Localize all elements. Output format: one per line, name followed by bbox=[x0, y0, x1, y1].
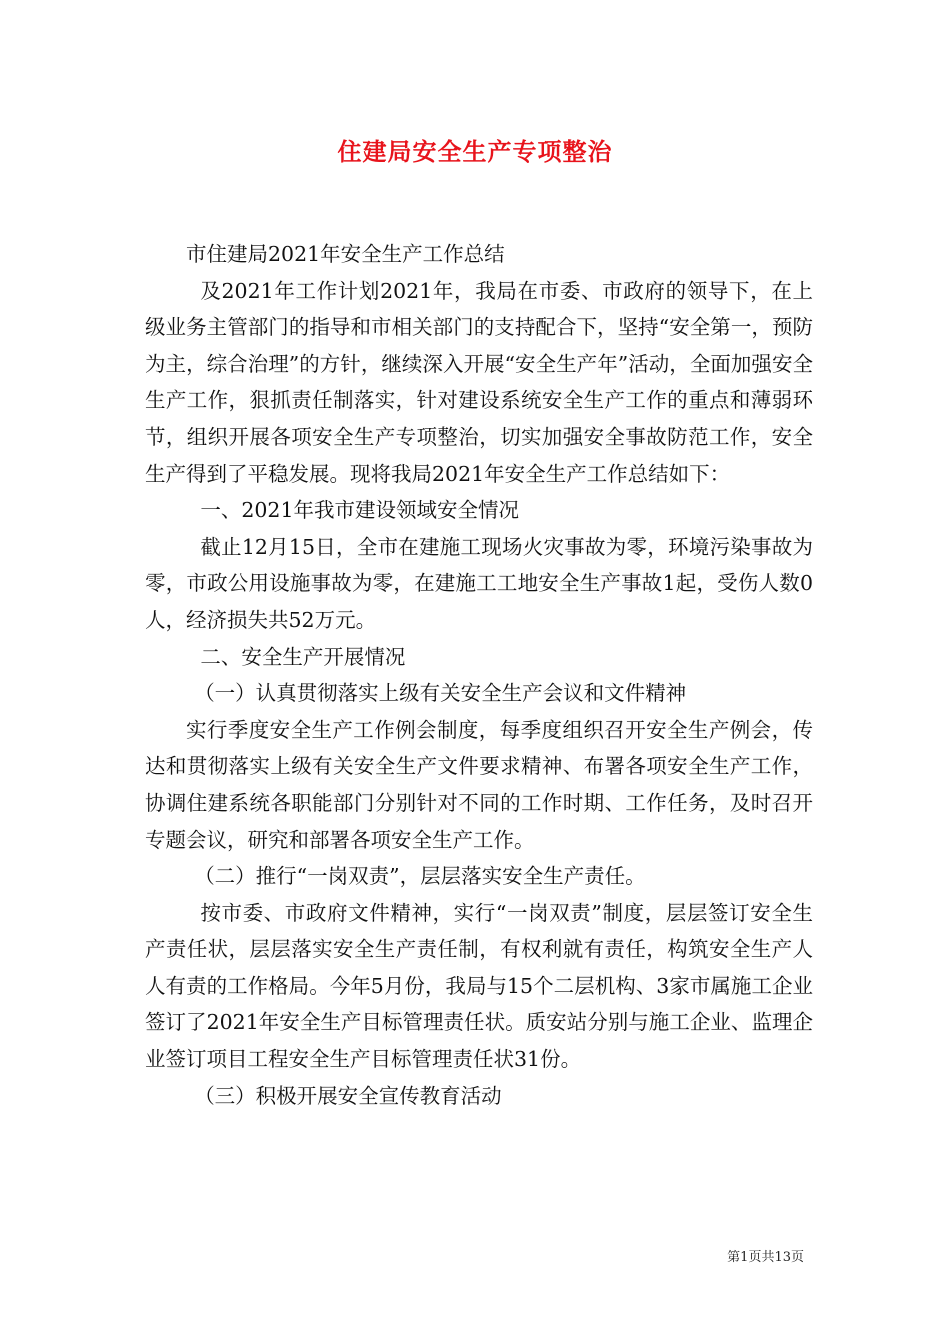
section-heading-2: 二、安全生产开展情况 bbox=[200, 644, 406, 669]
paragraph-accident-stats: 截止12月15日，全市在建施工现场火灾事故为零，环境污染事故为零，市政公用设施事故为零，在建施工工地安全生产事故1起，受伤人数0人，经济损失共52万元。 bbox=[145, 534, 813, 632]
subsection-heading-2: （二）推行“一岗双责”，层层落实安全生产责任。 bbox=[194, 864, 646, 889]
paragraph-intro: 及2021年工作计划2021年，我局在市委、市政府的领导下，在上级业务主管部门的指导和市相关部门的支持配合下，坚持“安全第一，预防为主，综合治理”的方针，继续深入开展“安全生产年”活动，全面加强安全生产工作，狠抓责任制落实，针对建设系统安全生产工作的重点和薄弱环节，组织开展各项安全生产专项整治，切实加强安全事故防范工作，安全生产得到了平稳发展。现将我局2021年安全生产工作总结如下： bbox=[145, 278, 813, 486]
document-body bbox=[145, 236, 813, 1114]
page-number: 第1页共13页 bbox=[727, 1250, 804, 1265]
subsection-heading-1: （一）认真贯彻落实上级有关安全生产会议和文件精神 bbox=[194, 681, 687, 706]
subsection-heading-3: （三）积极开展安全宣传教育活动 bbox=[194, 1083, 502, 1108]
paragraph-meeting-system: 实行季度安全生产工作例会制度，每季度组织召开安全生产例会，传达和贯彻落实上级有关安全生产文件要求精神、布署各项安全生产工作，协调住建系统各职能部门分别针对不同的工作时期、工作任务，及时召开专题会议，研究和部署各项安全生产工作。 bbox=[145, 717, 813, 852]
section-heading-1: 一、2021年我市建设领域安全情况 bbox=[200, 498, 520, 523]
paragraph-summary-title: 市住建局2021年安全生产工作总结 bbox=[186, 242, 505, 266]
paragraph-responsibility: 按市委、市政府文件精神，实行“一岗双责”制度，层层签订安全生产责任状，层层落实安全生产责任制，有权利就有责任，构筑安全生产人人有责的工作格局。今年5月份，我局与15个二层机构、3家市属施工企业签订了2021年安全生产目标管理责任状。质安站分别与施工企业、监理企业签订项目工程安全生产目标管理责任状31份。 bbox=[145, 900, 813, 1072]
document-title: 住建局安全生产专项整治 bbox=[337, 137, 613, 166]
